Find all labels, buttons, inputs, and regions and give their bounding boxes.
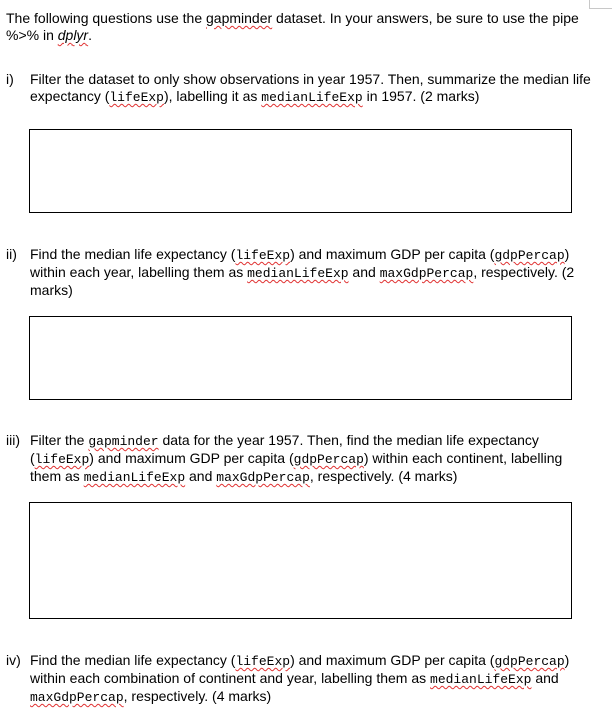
question-number: iv) <box>6 652 21 668</box>
question-text: , respectively. (2 marks) <box>30 264 575 298</box>
code-term: maxGdpPercap <box>30 690 124 705</box>
code-term: lifeExp <box>109 90 164 105</box>
code-term: lifeExp <box>235 654 291 669</box>
question-text: and <box>348 264 380 280</box>
answer-box-1[interactable] <box>29 129 572 213</box>
question-3 <box>6 432 596 486</box>
answer-box-2[interactable] <box>29 316 572 400</box>
question-text: Find the median life expectancy ( <box>30 246 236 262</box>
code-term: gdpPercap <box>494 654 565 669</box>
document-body <box>6 10 596 705</box>
question-text: ) within each continent, labelling them as <box>30 450 563 484</box>
code-term: lifeExp <box>34 452 90 467</box>
question-1 <box>6 71 596 106</box>
question-text: ), labelling it as <box>163 88 262 104</box>
question-number: i) <box>6 71 14 87</box>
package-name: dplyr <box>57 27 89 43</box>
question-text: Filter the dataset to only show observations in year 1957. Then, summarize the median life expectancy ( <box>30 71 591 104</box>
code-term: medianLifeExp <box>83 470 186 485</box>
question-2 <box>6 246 596 299</box>
code-term: maxGdpPercap <box>379 266 474 281</box>
intro-text: . <box>88 27 92 43</box>
question-text: ) and maximum GDP per capita ( <box>290 246 495 262</box>
code-term: gdpPercap <box>293 452 364 467</box>
question-text: , respectively. (4 marks) <box>123 688 272 704</box>
question-text: Find the median life expectancy ( <box>30 652 236 668</box>
question-text: in 1957. (2 marks) <box>362 88 480 104</box>
code-term: gapminder <box>88 434 159 449</box>
question-text: and <box>185 468 217 484</box>
intro-text: dataset. In your answers, be sure to use the pipe %>% in <box>6 10 579 43</box>
code-term: medianLifeExp <box>261 90 363 105</box>
page-corner-marker <box>589 0 612 9</box>
question-text: Filter the <box>30 432 89 448</box>
question-text: ) within each combination of continent and year, labelling them as <box>30 652 570 686</box>
dataset-name: gapminder <box>206 10 273 26</box>
question-text: ) and maximum GDP per capita ( <box>290 652 495 668</box>
question-text: and <box>531 670 559 686</box>
code-term: medianLifeExp <box>430 672 532 687</box>
answer-box-3[interactable] <box>29 502 572 619</box>
question-number: ii) <box>6 246 17 262</box>
intro-text: The following questions use the <box>6 10 207 26</box>
code-term: maxGdpPercap <box>216 470 310 485</box>
code-term: lifeExp <box>235 248 291 263</box>
question-text: data for the year 1957. Then, find the median life expectancy ( <box>30 432 539 466</box>
intro-paragraph <box>6 10 596 44</box>
question-text: ) and maximum GDP per capita ( <box>89 450 294 466</box>
question-4 <box>6 652 596 706</box>
code-term: gdpPercap <box>494 248 565 263</box>
code-term: medianLifeExp <box>247 266 349 281</box>
question-text: ) within each year, labelling them as <box>30 246 570 280</box>
question-text: , respectively. (4 marks) <box>309 468 458 484</box>
question-number: iii) <box>6 432 20 448</box>
